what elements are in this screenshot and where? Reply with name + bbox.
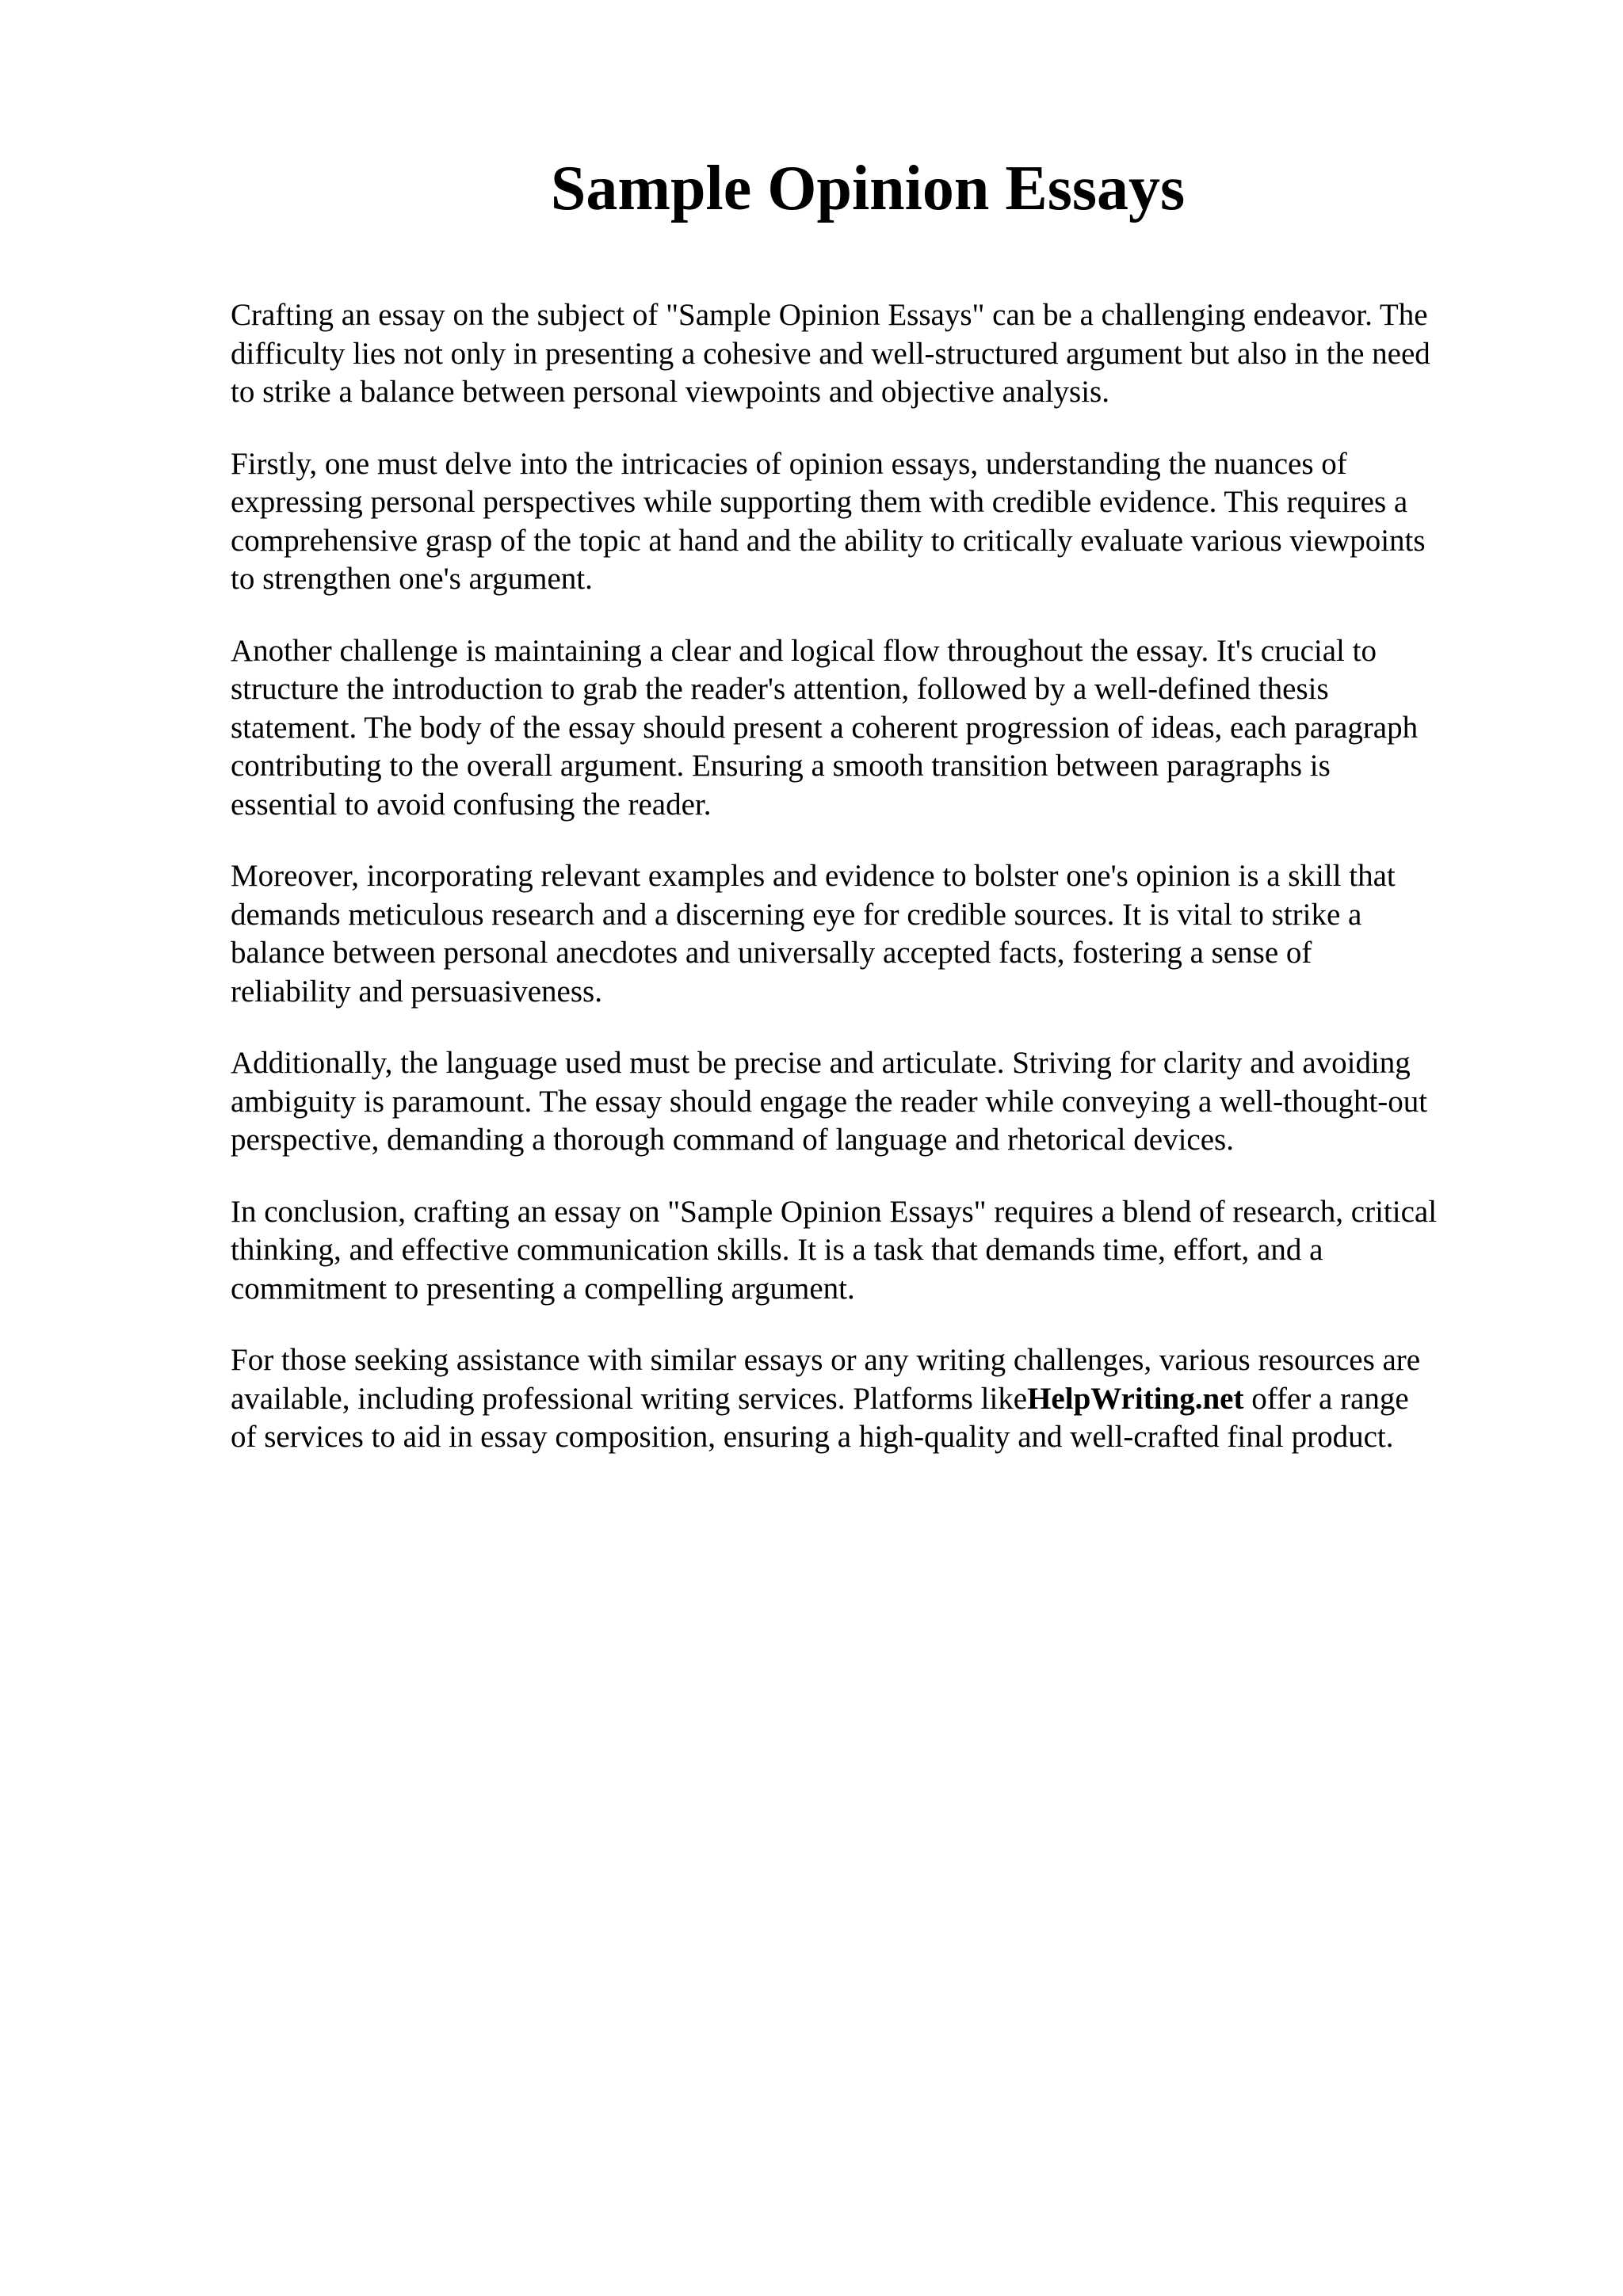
text-line: statement. The body of the essay should present a coherent progression of ideas, each paragraph: [231, 710, 1419, 745]
text-line: [231, 1380, 1538, 1419]
text-line: reliability and persuasiveness.: [231, 974, 602, 1009]
text-line: Additionally, the language used must be precise and articulate. Striving for clarity and avoiding: [231, 1046, 1411, 1080]
page-title: Sample Opinion Essays: [550, 154, 1186, 223]
text-line: perspective, demanding a thorough command of language and rhetorical devices.: [231, 1123, 1234, 1157]
text-line: expressing personal perspectives while supporting them with credible evidence. This requires a: [231, 485, 1408, 519]
text-line: balance between personal anecdotes and universally accepted facts, fostering a sense of: [231, 936, 1312, 970]
text-line: to strike a balance between personal viewpoints and objective analysis.: [231, 375, 1109, 409]
text-line: ambiguity is paramount. The essay should engage the reader while conveying a well-thought-out: [231, 1084, 1428, 1119]
text-line: of services to aid in essay composition, ensuring a high-quality and well-crafted final product.: [231, 1420, 1394, 1454]
text-segment: available, including professional writing services. Platforms like: [231, 1381, 1028, 1416]
paragraph-intro: [231, 296, 1538, 412]
text-line: essential to avoid confusing the reader.: [231, 787, 712, 822]
paragraph-additionally: [231, 1044, 1538, 1160]
text-line: commitment to presenting a compelling argument.: [231, 1271, 855, 1306]
text-segment: offer a range: [1243, 1381, 1409, 1416]
text-line: Another challenge is maintaining a clear and logical flow throughout the essay. It's crucial to: [231, 633, 1377, 668]
text-line: contributing to the overall argument. Ensuring a smooth transition between paragraphs is: [231, 749, 1331, 783]
text-line: In conclusion, crafting an essay on "Sample Opinion Essays" requires a blend of research, critical: [231, 1194, 1438, 1229]
text-line: For those seeking assistance with similar essays or any writing challenges, various resources are: [231, 1343, 1421, 1377]
helpwriting-link[interactable]: HelpWriting.net: [1027, 1381, 1244, 1416]
text-line: to strengthen one's argument.: [231, 562, 593, 596]
paragraph-conclusion: [231, 1193, 1538, 1309]
paragraph-moreover: [231, 857, 1538, 1011]
text-line: Moreover, incorporating relevant examples and evidence to bolster one's opinion is a skill that: [231, 859, 1396, 893]
text-line: Firstly, one must delve into the intricacies of opinion essays, understanding the nuances of: [231, 446, 1347, 481]
text-line: structure the introduction to grab the reader's attention, followed by a well-defined thesis: [231, 672, 1329, 706]
text-line: demands meticulous research and a discerning eye for credible sources. It is vital to strike a: [231, 897, 1362, 932]
text-line: difficulty lies not only in presenting a cohesive and well-structured argument but also in the need: [231, 336, 1430, 371]
paragraph-closing: [231, 1341, 1538, 1457]
essay-body: [231, 296, 1538, 1490]
text-line: comprehensive grasp of the topic at hand and the ability to critically evaluate various viewpoints: [231, 523, 1426, 558]
text-line: thinking, and effective communication skills. It is a task that demands time, effort, and a: [231, 1233, 1323, 1267]
paragraph-another-challenge: [231, 632, 1538, 825]
text-line: Crafting an essay on the subject of "Sample Opinion Essays" can be a challenging endeavor. The: [231, 298, 1428, 332]
paragraph-firstly: [231, 445, 1538, 599]
